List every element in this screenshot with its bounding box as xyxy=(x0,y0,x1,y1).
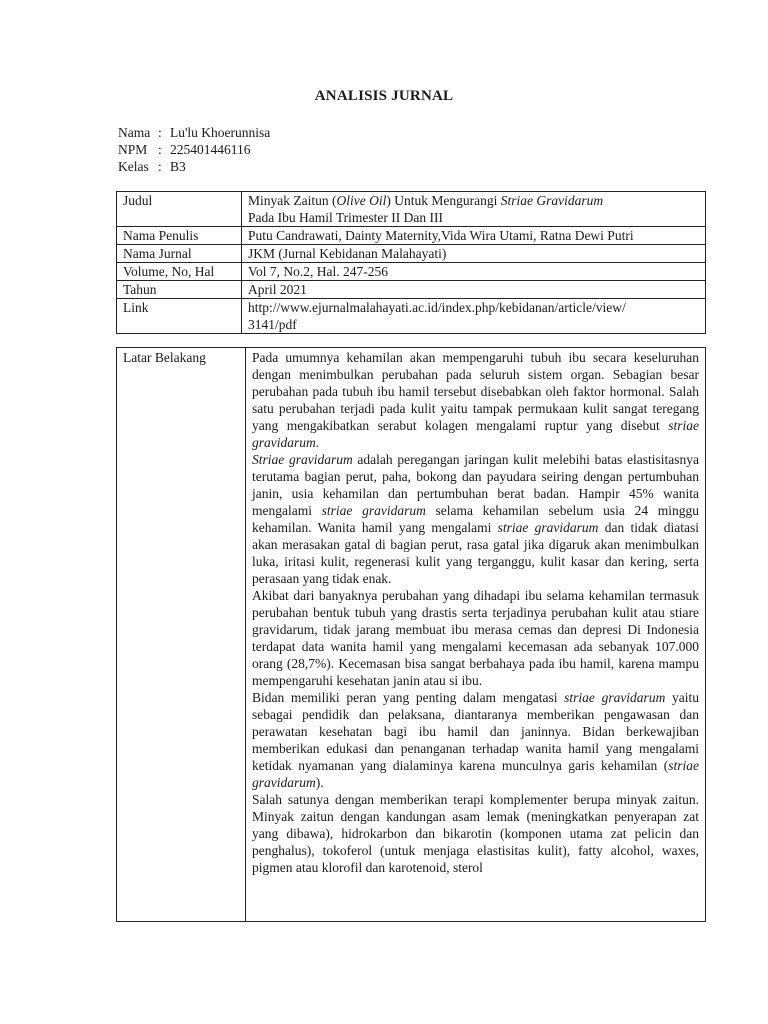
meta-value: Putu Candrawati, Dainty Maternity,Vida Wira Utami, Ratna Dewi Putri xyxy=(242,227,706,245)
journal-link[interactable]: 3141/pdf xyxy=(248,317,297,332)
identity-key: Kelas xyxy=(118,159,149,174)
meta-value-judul xyxy=(242,192,706,227)
meta-row-penulis xyxy=(117,227,706,245)
meta-value: April 2021 xyxy=(242,281,706,299)
identity-row-npm xyxy=(118,141,270,158)
background-paragraph-1: Pada umumnya kehamilan akan mempengaruhi tubuh ibu secara keseluruhan dengan menimbulkan perubahan pada seluruh sistem organ. Sebagian besar perubahan pada tubuh ibu hamil tersebut disebabkan oleh faktor hormonal. Salah satu perubahan terjadi pada kulit yaitu tampak permukaan kulit sangat teregang yang mengakibatkan serabut kolagen mengalami ruptur yang disebut striae gravidarum. xyxy=(252,350,699,450)
identity-key: NPM xyxy=(118,142,148,157)
meta-row-volume xyxy=(117,263,706,281)
background-content xyxy=(246,348,706,922)
background-paragraph-3: Akibat dari banyaknya perubahan yang dihadapi ibu selama kehamilan termasuk perubahan bentuk tubuh yang drastis serta terjadinya perubahan kulit atau stiare gravidarum, tidak jarang membuat ibu merasa cemas dan depresi Di Indonesia terdapat data wanita hamil yang mengalami kecemasan ada sebanyak 107.000 orang (28,7%). Kecemasan bisa sangat berbahaya pada ibu hamil, karena mampu mempengaruhi kesehatan janin atau si ibu. xyxy=(252,588,699,688)
identity-value: B3 xyxy=(170,159,186,174)
meta-label: Tahun xyxy=(117,281,242,299)
background-table xyxy=(116,347,706,922)
meta-row-judul xyxy=(117,192,706,227)
identity-value: Lu'lu Khoerunnisa xyxy=(170,125,271,140)
background-paragraph-4: Bidan memiliki peran yang penting dalam mengatasi striae gravidarum yaitu sebagai pendidik dan pelaksana, diantaranya memberikan pengawasan dan perawatan kesehatan bagi ibu hamil dan janinnya. Bidan berkewajiban memberikan edukasi dan penanganan terhadap wanita hamil yang mengalami ketidak nyamanan yang dialaminya karena munculnya garis kehamilan (striae gravidarum). xyxy=(252,690,699,790)
meta-row-tahun xyxy=(117,281,706,299)
meta-label: Nama Penulis xyxy=(117,227,242,245)
identity-block xyxy=(118,124,270,175)
meta-row-jurnal xyxy=(117,245,706,263)
identity-row-nama xyxy=(118,124,270,141)
background-paragraph-5: Salah satunya dengan memberikan terapi komplementer berupa minyak zaitun. Minyak zaitun dengan kandungan asam lemak (meningkatkan penyerapan zat yang dibawa), hidrokarbon dan bikarotin (komponen utama zat pelicin dan penghalus), tokoferol (untuk menjaga elastisitas kulit), fatty alcohol, waxes, pigmen atau klorofil dan karotenoid, sterol xyxy=(252,792,699,875)
journal-meta-table xyxy=(116,191,706,334)
meta-label: Link xyxy=(117,299,242,334)
meta-label: Volume, No, Hal xyxy=(117,263,242,281)
meta-value: Vol 7, No.2, Hal. 247-256 xyxy=(242,263,706,281)
meta-label: Judul xyxy=(117,192,242,227)
meta-row-link xyxy=(117,299,706,334)
judul-italic: Olive Oil xyxy=(336,193,387,208)
meta-value: JKM (Jurnal Kebidanan Malahayati) xyxy=(242,245,706,263)
background-paragraph-2: Striae gravidarum adalah peregangan jaringan kulit melebihi batas elastisitasnya terutama bagian perut, paha, bokong dan payudara seiring dengan pertumbuhan janin, usia kehamilan dan pertumbuhan berat badan. Hampir 45% wanita mengalami striae gravidarum selama kehamilan sebelum usia 24 minggu kehamilan. Wanita hamil yang mengalami striae gravidarum dan tidak diatasi akan merasakan gatal di bagian perut, rasa gatal jika digaruk akan menimbulkan luka, iritasi kulit, regenerasi kulit yang terganggu, kulit kasar dan kering, serta perasaan yang tidak enak. xyxy=(252,452,700,586)
meta-value-link xyxy=(242,299,706,334)
identity-value: 225401446116 xyxy=(170,142,251,157)
identity-colon: : xyxy=(158,125,162,140)
judul-text: Pada Ibu Hamil Trimester II Dan III xyxy=(248,210,443,225)
judul-text: Minyak Zaitun ( xyxy=(248,193,337,208)
identity-colon: : xyxy=(158,159,162,174)
document-title: ANALISIS JURNAL xyxy=(314,88,454,104)
background-label: Latar Belakang xyxy=(117,348,246,922)
judul-text: ) Untuk Mengurangi xyxy=(386,193,501,208)
identity-key: Nama xyxy=(118,125,151,140)
journal-link[interactable]: http://www.ejurnalmalahayati.ac.id/index.php/kebidanan/article/view/ xyxy=(248,300,626,315)
identity-colon: : xyxy=(158,142,162,157)
judul-italic: Striae Gravidarum xyxy=(500,193,604,208)
background-row xyxy=(117,348,706,922)
meta-label: Nama Jurnal xyxy=(117,245,242,263)
identity-row-kelas xyxy=(118,158,270,175)
